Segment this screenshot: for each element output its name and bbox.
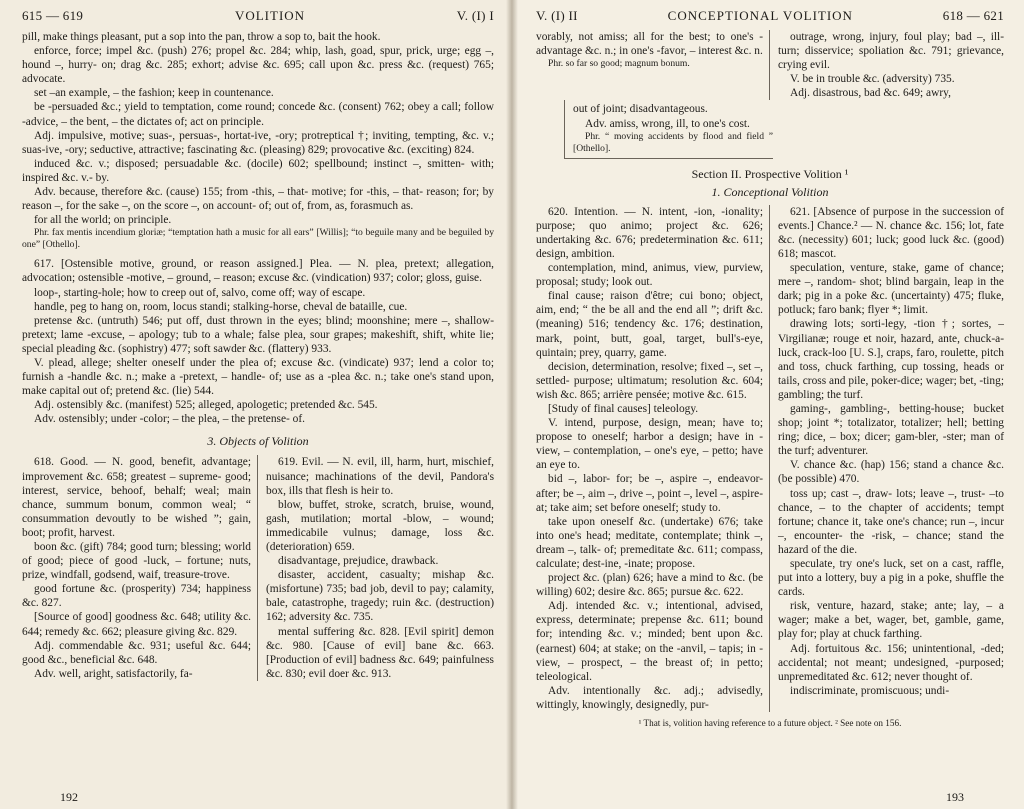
paragraph: take upon oneself &c. (undertake) 676; take into one's head; meditate, contemplate; think –, dream –, talk- of; premeditate &c. 611; compass, calculate; dest-ine, -inate; propose.	[536, 515, 763, 570]
entry-619	[258, 455, 494, 681]
paragraph: 621. [Absence of purpose in the succession of events.] Chance.² — N. chance &c. 156; lot, fate &c. (necessity) 601; luck; good luck &c. (good) 618; mascot.	[778, 205, 1004, 260]
paragraph: [Source of good] goodness &c. 648; utility &c. 644; remedy &c. 662; pleasure giving &c. 829.	[22, 611, 251, 638]
paragraph: disaster, accident, casualty; mishap &c. (misfortune) 735; bad job, devil to pay; calamity, bale, catastrophe, tragedy; ruin &c. (destruction) 162; adversity &c. 735.	[266, 569, 494, 624]
left-head-ref: 615 — 619	[22, 8, 84, 23]
paragraph: final cause; raison d'être; cui bono; object, aim, end; “ the be all and the end all ”; drift &c. (meaning) 516; tendency &c. 176; destination, mark, point, butt, goal, target, bull's-eye, quintain; prey, quarry, game.	[536, 290, 763, 359]
paragraph: V. chance &c. (hap) 156; stand a chance &c. (be possible) 470.	[778, 459, 1004, 486]
paragraph: 620. Intention. — N. intent, -ion, -ionality; purpose; quo animo; project &c. 626; undertaking &c. 676; predetermination &c. 611; design, ambition.	[536, 205, 763, 260]
paragraph: gaming-, gambling-, betting-house; bucket shop; joint *; totalizator, totalizer; hell; betting ring; dice, – box; dicer; gam-bler, -ster; man of the turf; adventurer.	[778, 402, 1004, 458]
paragraph: outrage, wrong, injury, foul play; bad –, ill- turn; disservice; spoliation &c. 791; grievance, crying evil.	[778, 31, 1004, 72]
entry-620	[536, 205, 770, 712]
paragraph: vorably, not amiss; all for the best; to one's -advantage &c. n.; in one's -favor, – interest &c. n.	[536, 31, 763, 58]
paragraph: Adj. commendable &c. 931; useful &c. 644; good &c., beneficial &c. 648.	[22, 639, 251, 666]
phrase-line: Phr. “ moving accidents by flood and field ” [Othello].	[573, 130, 773, 154]
page-number: 192	[60, 790, 78, 804]
right-head-section: V. (I) II	[536, 8, 578, 23]
continuation-block	[536, 30, 1004, 100]
paragraph: indiscriminate, promiscuous; undi-	[790, 684, 950, 697]
paragraph: Adj. impulsive, motive; suas-, persuas-, hortat-ive, -ory; protreptical †; inviting, tempting, &c. v.; suas-ive, -ory; seductive, attractive; fascinating &c. (pleasing) 829; provocative &c. (exciting) 824.	[22, 129, 494, 156]
paragraph: toss up; cast –, draw- lots; leave –, trust- –to chance, – to the chapter of accidents; tempt fortune; chance it, take one's chance; run –, incur –, encounter- the -risk, – chance; stand the hazard of the die.	[778, 487, 1004, 556]
right-running-head	[536, 8, 1004, 24]
paragraph: Adj. intended &c. v.; intentional, advised, express, determinate; prepense &c. 611; bound for; intending &c. v.; minded; bent upon &c. (earnest) 604; at stake; on the -anvil, – tapis; in -view, – prospect, – the breast of; in petto; teleological.	[536, 600, 763, 683]
paragraph: blow, buffet, stroke, scratch, bruise, wound, gash, mutilation; mortal -blow, – wound; immedicabile vulnus; damage, loss &c. (deterioration) 659.	[266, 498, 494, 553]
left-head-section: V. (I) I	[456, 8, 494, 23]
paragraph: induced &c. v.; disposed; persuadable &c. (docile) 602; spellbound; instinct –, smitten- with; inspired &c. v.- by.	[22, 157, 494, 184]
paragraph: mental suffering &c. 828. [Evil spirit] demon &c. 980. [Cause of evil] bane &c. 663. [Production of evil] badness &c. 649; painfulness &c. 830; evil doer &c. 913.	[266, 625, 494, 680]
right-head-ref: 618 — 621	[942, 8, 1004, 23]
paragraph: Adj. disastrous, bad &c. 649; awry,	[790, 87, 951, 100]
two-column-block	[22, 455, 494, 681]
left-top-text	[22, 30, 494, 251]
paragraph: disadvantage, prejudice, drawback.	[278, 555, 439, 568]
footnote: ¹ That is, volition having reference to a future object. ² See note on 156.	[638, 718, 902, 729]
paragraph: 618. Good. — N. good, benefit, advantage; improvement &c. 658; greatest – supreme- good; interest, service, behoof, behalf; weal; main chance, summum bonum, common weal; “ consummation devoutly to be wished ”; gain, boot; profit, harvest.	[22, 456, 251, 539]
paragraph: set –an example, – the fashion; keep in countenance.	[34, 87, 274, 100]
paragraph: enforce, force; impel &c. (push) 276; propel &c. 284; whip, lash, goad, spur, prick, urge; egg –, hound –, hurry- on; drag &c. 285; exhort; advise &c. 695; call upon &c. press &c. (request) 765; advocate.	[22, 45, 494, 86]
paragraph: 617. [Ostensible motive, ground, or reason assigned.] Plea. — N. plea, pretext; allegation, advocation; ostensible -motive, – ground, – reason; excuse &c. (vindication) 937; color; gloss, guise.	[22, 258, 494, 285]
paragraph: Adj. ostensibly &c. (manifest) 525; alleged, apologetic; pretended &c. 545.	[34, 399, 378, 412]
paragraph: decision, determination, resolve; fixed –, set –, settled- purpose; ultimatum; resolution &c. 604; wish &c. 865; arrière pensée; motive &c. 615.	[536, 360, 763, 401]
paragraph: be -persuaded &c.; yield to temptation, come round; concede &c. (consent) 762; obey a call; follow -advice, – the bent, – the dictates of; act on principle.	[22, 101, 494, 128]
paragraph: [Study of final causes] teleology.	[548, 402, 699, 415]
paragraph: boon &c. (gift) 784; good turn; blessing; world of good; piece of good -luck, – fortune; nuts, prize, windfall, godsend, waif, treasure-trove.	[22, 541, 251, 582]
two-column-block	[536, 205, 1004, 712]
paragraph: pill, make things pleasant, put a sop into the pan, throw a sop to, bait the hook.	[22, 31, 381, 43]
section-heading: Section II. Prospective Volition ¹	[691, 166, 849, 181]
phrase-line: Phr. fax mentis incendium gloriæ; “temptation hath a music for all ears” [Willis]; “to beguile many and be beguiled by one” [Othello].	[22, 227, 494, 251]
paragraph: loop-, starting-hole; how to creep out of, salvo, come off; way of escape.	[34, 286, 366, 299]
left-head-title: VOLITION	[234, 8, 306, 23]
entry-621	[770, 205, 1004, 712]
paragraph: Adv. ostensibly; under -color; – the plea, – the pretense- of.	[34, 413, 305, 426]
paragraph: good fortune &c. (prosperity) 734; happiness &c. 827.	[22, 583, 251, 610]
paragraph: speculation, venture, stake, game of chance; mere –, random- shot; blind bargain, leap in the dark; pig in a poke &c. (uncertainty) 475; fluke, potluck; faro bank; flyer *; limit.	[778, 262, 1004, 317]
paragraph: Adj. fortuitous &c. 156; unintentional, -ded; accidental; not meant; undesigned, -purposed; unpremeditated &c. 612; never thought of.	[778, 642, 1004, 683]
continuation-619	[770, 30, 1004, 100]
continuation-618	[536, 30, 770, 100]
paragraph: V. intend, purpose, design, mean; have to; propose to oneself; harbor a design; have in -view, – contemplation, – one's eye, – petto; have an eye to.	[536, 417, 763, 472]
book-gutter	[506, 0, 518, 809]
continuation-box	[564, 100, 773, 158]
paragraph: project &c. (plan) 626; have a mind to &c. (be willing) 602; desire &c. 865; pursue &c. 622.	[536, 572, 763, 599]
entry-618	[22, 455, 258, 681]
paragraph: V. plead, allege; shelter oneself under the plea of; excuse &c. (vindicate) 937; lend a color to; furnish a -handle &c. n.; make a -pretext, – handle- of; use as a -plea &c. n.; take one's stand upon, make capital out of; pretend &c. (lie) 544.	[22, 356, 494, 398]
paragraph: Adv. because, therefore &c. (cause) 155; from -this, – that- motive; for -this, – that- reason; for; by reason –, for the sake –, on the score –, on account- of; out of, from, as, forasmuch as.	[22, 186, 494, 213]
subsection-heading: 1. Conceptional Volition	[711, 184, 829, 199]
paragraph: pretense &c. (untruth) 546; put off, dust thrown in the eyes; blind; moonshine; mere –, shallow- pretext; lame -excuse, – apology; tub to a whale; false plea, sour grapes; makeshift, shift, white lie; special pleading &c. (sophistry) 477; soft sawder &c. (flattery) 933.	[22, 314, 494, 355]
phrase-line: Phr. so far so good; magnum bonum.	[548, 58, 690, 70]
page-number: 193	[946, 790, 964, 804]
paragraph: speculate, try one's luck, set on a cast, raffle, put into a lottery, buy a pig in a poke, shuffle the cards.	[778, 558, 1004, 599]
paragraph: Adv. amiss, wrong, ill, to one's cost.	[585, 117, 750, 130]
section-heading: 3. Objects of Volition	[207, 434, 309, 449]
entry-617	[22, 257, 494, 426]
left-running-head	[22, 8, 494, 24]
paragraph: risk, venture, hazard, stake; ante; lay, – a wager; make a bet, wager, bet, gamble, game, play for; play at chuck farthing.	[778, 600, 1004, 641]
paragraph: contemplation, mind, animus, view, purview, proposal; study; look out.	[536, 262, 763, 289]
paragraph: Adv. intentionally &c. adj.; advisedly, wittingly, knowingly, designedly, pur-	[536, 684, 763, 711]
paragraph: drawing lots; sorti-legy, -tion †; sortes, – Virgilianæ; rouge et noir, hazard, ante, chuck-a-luck, crack-loo [U. S.], craps, faro, roulette, pitch and toss, chuck farthing, cup tossing, heads or tails, cross and pile, poker-dice; wager; bet, -ting; gambling; the turf.	[778, 318, 1004, 401]
paragraph: bid –, labor- for; be –, aspire –, endeavor- after; be –, aim –, drive –, point –, level –, aspire- at; take aim; set before oneself; study to.	[536, 473, 763, 514]
paragraph: 619. Evil. — N. evil, ill, harm, hurt, mischief, nuisance; machinations of the devil, Pandora's box, ills that flesh is heir to.	[266, 456, 494, 497]
paragraph: handle, peg to hang on, room, locus standi; stalking-horse, cheval de bataille, cue.	[34, 300, 408, 313]
paragraph: Adv. well, aright, satisfactorily, fa-	[34, 667, 193, 680]
paragraph: for all the world; on principle.	[34, 214, 172, 227]
paragraph: V. be in trouble &c. (adversity) 735.	[790, 73, 955, 86]
paragraph: out of joint; disadvantageous.	[573, 103, 708, 116]
right-head-title: CONCEPTIONAL VOLITION	[667, 8, 853, 23]
right-page	[512, 0, 1024, 809]
